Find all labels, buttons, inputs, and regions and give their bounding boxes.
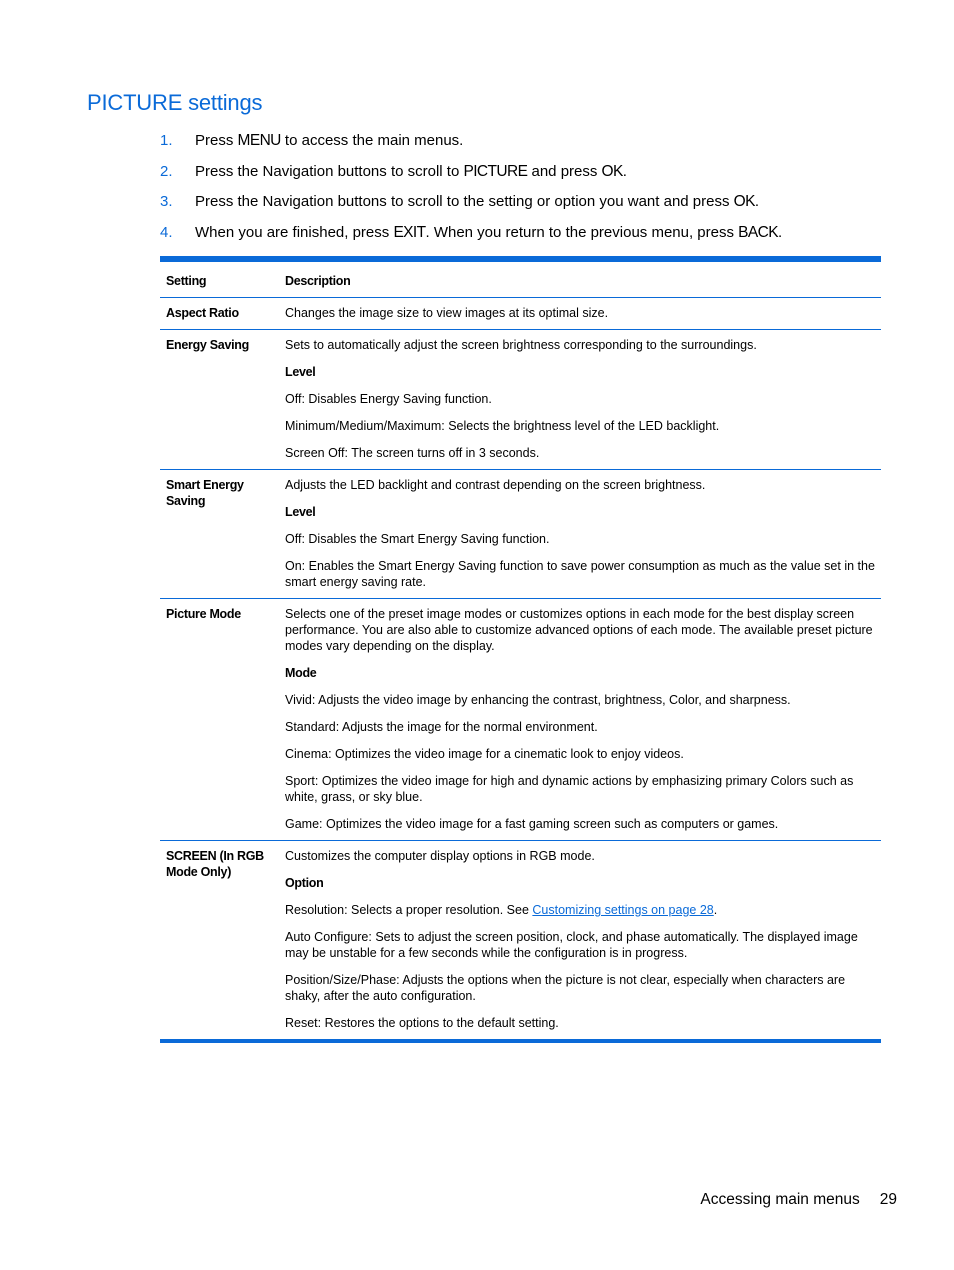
description-paragraph: Selects one of the preset image modes or customizes options in each mode for the best display screen performance. You are also able to customize advanced options of each mode. The available preset picture modes vary depending on the display. <box>285 607 873 653</box>
step-number: 2. <box>160 162 173 180</box>
description-paragraph: Auto Configure: Sets to adjust the screen position, clock, and phase automatically. The displayed image may be unstable for a few seconds while the configuration is in progress. <box>285 930 858 960</box>
description-paragraph: Standard: Adjusts the image for the normal environment. <box>285 720 598 734</box>
step-text-part: . <box>754 193 760 211</box>
step-number: 4. <box>160 224 173 242</box>
page-number: 29 <box>879 1191 897 1208</box>
description-paragraph: Minimum/Medium/Maximum: Selects the brightness level of the LED backlight. <box>285 419 720 433</box>
step-number: 1. <box>160 132 173 149</box>
step-text-part: and press <box>527 162 602 180</box>
setting-description <box>285 298 881 329</box>
table-header-row <box>160 262 881 297</box>
setting-name: Energy Saving <box>166 338 249 352</box>
step-text-part: . When you return to the previous menu, press <box>425 224 739 242</box>
setting-description <box>285 470 881 598</box>
step-text-part: Press the Navigation buttons to scroll to <box>195 162 464 180</box>
setting-name: Aspect Ratio <box>166 306 239 320</box>
setting-description <box>285 330 881 469</box>
step-item <box>160 193 900 224</box>
step-text <box>195 224 782 255</box>
step-item <box>160 224 900 255</box>
description-paragraph: Position/Size/Phase: Adjusts the options when the picture is not clear, especially when characters are shaky, after the auto configuration. <box>285 973 846 1003</box>
description-paragraph: Customizes the computer display options in RGB mode. <box>285 849 595 863</box>
step-text-part: to access the main menus. <box>280 132 464 149</box>
description-paragraph: Off: Disables the Smart Energy Saving function. <box>285 532 550 546</box>
table-row <box>160 329 881 469</box>
description-paragraph: Sport: Optimizes the video image for high and dynamic actions by emphasizing primary Colors such as white, grass, or sky blue. <box>285 774 854 804</box>
settings-table <box>160 256 881 1043</box>
setting-name: SCREEN (In RGB Mode Only) <box>166 849 264 879</box>
step-text <box>195 163 627 194</box>
step-text-part: . <box>777 224 783 242</box>
description-paragraph: Reset: Restores the options to the default setting. <box>285 1016 559 1030</box>
description-paragraph: Game: Optimizes the video image for a fast gaming screen such as computers or games. <box>285 817 779 831</box>
button-keyword: OK <box>733 193 755 211</box>
setting-description <box>285 599 881 840</box>
table-row <box>160 598 881 840</box>
description-subheading: Level <box>285 505 316 519</box>
description-paragraph: Changes the image size to view images at its optimal size. <box>285 306 609 320</box>
step-text <box>195 193 759 224</box>
button-keyword: MENU <box>237 132 281 149</box>
step-item <box>160 163 900 194</box>
step-item <box>160 132 900 163</box>
description-paragraph: Sets to automatically adjust the screen brightness corresponding to the surroundings. <box>285 338 757 352</box>
table-row <box>160 840 881 1039</box>
setting-description <box>285 841 881 1039</box>
button-keyword: BACK <box>738 224 778 242</box>
description-paragraph: Screen Off: The screen turns off in 3 seconds. <box>285 446 540 460</box>
description-paragraph <box>285 902 875 918</box>
cross-reference-link[interactable]: Customizing settings on page 28 <box>532 903 714 917</box>
step-number: 3. <box>160 193 173 211</box>
description-paragraph: Adjusts the LED backlight and contrast depending on the screen brightness. <box>285 478 706 492</box>
description-paragraph: Cinema: Optimizes the video image for a cinematic look to enjoy videos. <box>285 747 684 761</box>
footer-section-title: Accessing main menus <box>700 1191 860 1208</box>
steps-list <box>160 132 900 255</box>
step-text-part: . <box>622 162 627 180</box>
header-setting: Setting <box>166 274 207 288</box>
table-row <box>160 469 881 598</box>
step-text <box>195 132 463 163</box>
description-text: Resolution: Selects a proper resolution. See <box>285 903 533 917</box>
button-keyword: EXIT <box>393 224 426 242</box>
description-subheading: Option <box>285 876 324 890</box>
button-keyword: OK <box>601 162 623 180</box>
step-text-part: Press the Navigation buttons to scroll to the setting or option you want and press <box>195 193 734 211</box>
description-paragraph: Vivid: Adjusts the video image by enhancing the contrast, brightness, Color, and sharpness. <box>285 693 791 707</box>
page-footer <box>700 1191 897 1209</box>
description-paragraph: On: Enables the Smart Energy Saving function to save power consumption as much as the value set in the smart energy saving rate. <box>285 559 875 589</box>
description-paragraph: Off: Disables Energy Saving function. <box>285 392 492 406</box>
button-keyword: PICTURE <box>463 162 528 180</box>
setting-name: Picture Mode <box>166 607 241 621</box>
table-row <box>160 297 881 329</box>
description-subheading: Mode <box>285 666 317 680</box>
description-text: . <box>713 903 718 917</box>
header-description: Description <box>285 274 351 288</box>
step-text-part: When you are finished, press <box>195 224 394 242</box>
page-title: PICTURE settings <box>87 90 263 115</box>
description-subheading: Level <box>285 365 316 379</box>
setting-name: Smart Energy Saving <box>166 478 244 508</box>
step-text-part: Press <box>195 132 238 149</box>
